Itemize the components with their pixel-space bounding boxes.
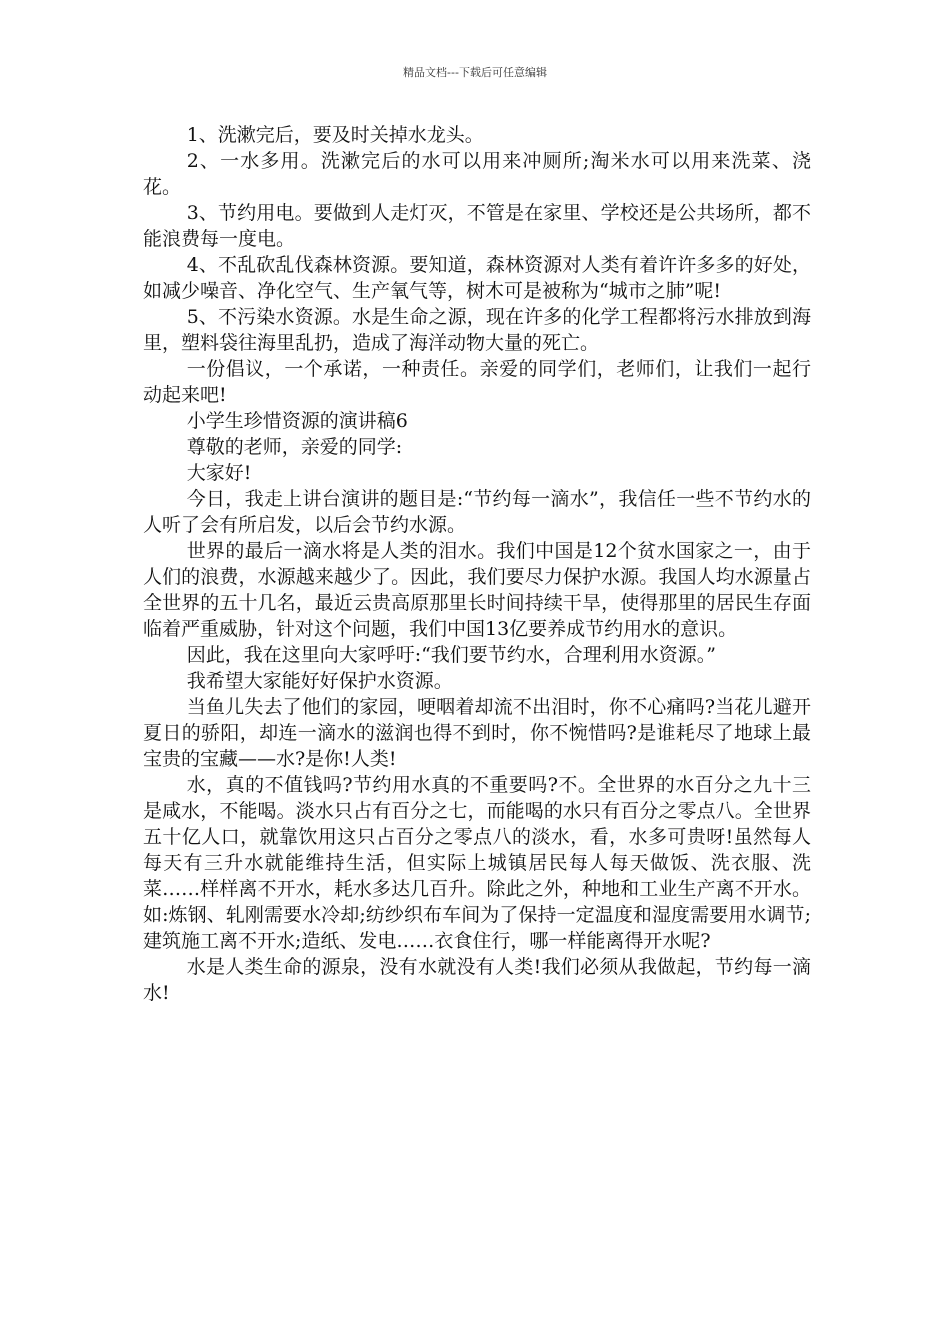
page-header: 精品文档---下载后可任意编辑 [403,66,547,79]
paragraph-fish-flowers: 当鱼儿失去了他们的家园，哽咽着却流不出泪时，你不心痛吗?当花儿避开夏日的骄阳，却连一滴水的滋润也得不到时，你不惋惜吗?是谁耗尽了地球上最宝贵的宝藏——水?是你!人类! [143,696,811,770]
speech-salutation: 尊敬的老师，亲爱的同学: [186,436,403,458]
speech-title: 小学生珍惜资源的演讲稿6 [186,410,408,432]
paragraph-topic-intro: 今日，我走上讲台演讲的题目是:“节约每一滴水”，我信任一些不节约水的人听了会有所启发，以后会节约水源。 [143,488,811,536]
paragraph-tip-4: 4、不乱砍乱伐森林资源。要知道，森林资源对人类有着许许多多的好处，如减少噪音、净化空气、生产氧气等，树木可是被称为“城市之肺”呢! [143,254,811,302]
paragraph-last-drop: 世界的最后一滴水将是人类的泪水。我们中国是12个贫水国家之一，由于人们的浪费，水源越来越少了。因此，我们要尽力保护水源。我国人均水源量占全世界的五十几名，最近云贵高原那里长时间持续干旱，使得那里的居民生存面临着严重威胁，针对这个问题，我们中国13亿要养成节约用水的意识。 [143,540,811,640]
paragraph-tip-5: 5、不污染水资源。水是生命之源，现在许多的化学工程都将污水排放到海里，塑料袋往海里乱扔，造成了海洋动物大量的死亡。 [143,306,811,354]
paragraph-appeal: 因此，我在这里向大家呼吁:“我们要节约水，合理利用水资源。” [186,644,717,666]
paragraph-tip-2: 2、一水多用。洗漱完后的水可以用来冲厕所;淘米水可以用来洗菜、浇花。 [143,150,811,198]
speech-greeting: 大家好! [186,462,252,484]
document-body [143,122,811,1006]
paragraph-conclusion: 水是人类生命的源泉，没有水就没有人类!我们必须从我做起，节约每一滴水! [143,956,811,1004]
paragraph-tip-3: 3、节约用电。要做到人走灯灭，不管是在家里、学校还是公共场所，都不能浪费每一度电。 [143,202,811,250]
paragraph-tip-1: 1、洗漱完后，要及时关掉水龙头。 [186,124,484,146]
paragraph-water-value: 水，真的不值钱吗?节约用水真的不重要吗?不。全世界的水百分之九十三是咸水，不能喝。淡水只占有百分之七，而能喝的水只有百分之零点八。全世界五十亿人口，就靠饮用这只占百分之零点八的淡水，看，水多可贵呀!虽然每人每天有三升水就能维持生活，但实际上城镇居民每人每天做饭、洗衣服、洗菜……样样离不开水，耗水多达几百升。除此之外，种地和工业生产离不开水。如:炼钢、轧刚需要水冷却;纺纱织布车间为了保持一定温度和湿度需要用水调节;建筑施工离不开水;造纸、发电……衣食住行，哪一样能离得开水呢? [143,774,811,952]
paragraph-hope: 我希望大家能好好保护水资源。 [186,670,453,692]
paragraph-closing-call: 一份倡议，一个承诺，一种责任。亲爱的同学们，老师们，让我们一起行动起来吧! [143,358,811,406]
